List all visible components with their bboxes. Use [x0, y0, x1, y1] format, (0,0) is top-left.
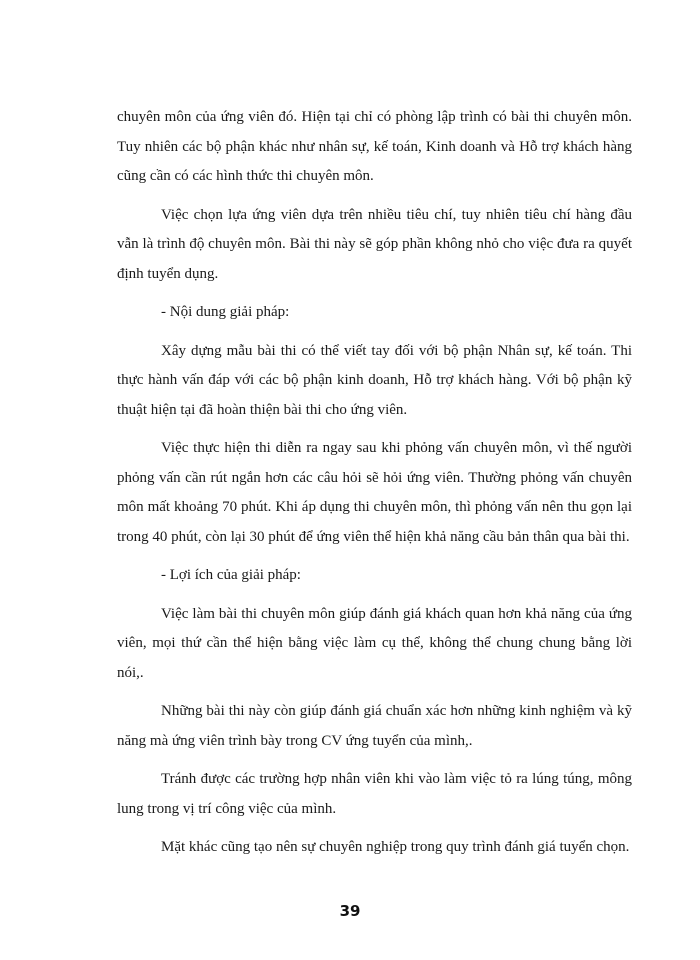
paragraph-continuation: chuyên môn của ứng viên đó. Hiện tại chỉ có phòng lập trình có bài thi chuyên môn. Tuy nhiên các bộ phận khác như nhân sự, kế toán, Kinh doanh và Hỗ trợ khách hàng cũng cần có các hình thức thi chuyên môn.: [117, 109, 632, 184]
paragraph-benefit-professionalism: Mặt khác cũng tạo nên sự chuyên nghiệp trong quy trình đánh giá tuyển chọn.: [161, 839, 630, 855]
page-number: 39: [339, 902, 361, 920]
paragraph-build-test: Xây dựng mẫu bài thi có thể viết tay đối với bộ phận Nhân sự, kế toán. Thi thực hành vấn đáp với các bộ phận kinh doanh, Hỗ trợ khách hàng. Với bộ phận kỹ thuật hiện tại đã hoàn thiện bài thi cho ứng viên.: [117, 342, 632, 418]
section-heading-solution-content: - Nội dung giải pháp:: [161, 304, 290, 320]
paragraph-benefit-accuracy: Những bài thi này còn giúp đánh giá chuẩn xác hơn những kinh nghiệm và kỹ năng mà ứng viên trình bày trong CV ứng tuyển của mình,.: [117, 703, 632, 749]
section-heading-solution-benefits: - Lợi ích của giải pháp:: [161, 567, 301, 583]
body-text: [117, 103, 632, 872]
paragraph-selection-criteria: Việc chọn lựa ứng viên dựa trên nhiều tiêu chí, tuy nhiên tiêu chí hàng đầu vẫn là trình độ chuyên môn. Bài thi này sẽ góp phần không nhỏ cho việc đưa ra quyết định tuyển dụng.: [117, 206, 632, 282]
paragraph-benefit-objective: Việc làm bài thi chuyên môn giúp đánh giá khách quan hơn khả năng của ứng viên, mọi thứ cần thể hiện bằng việc làm cụ thể, không thể chung chung bằng lời nói,.: [117, 605, 632, 681]
paragraph-test-timing: Việc thực hiện thi diễn ra ngay sau khi phỏng vấn chuyên môn, vì thế người phỏng vấn cần rút ngắn hơn các câu hỏi sẽ hỏi ứng viên. Thường phỏng vấn chuyên môn mất khoảng 70 phút. Khi áp dụng thi chuyên môn, thì phỏng vấn nên thu gọn lại trong 40 phút, còn lại 30 phút để ứng viên thể hiện khả năng cầu bản thân qua bài thi.: [117, 440, 632, 545]
paragraph-benefit-avoid-confusion: Tránh được các trường hợp nhân viên khi vào làm việc tỏ ra lúng túng, mông lung trong vị trí công việc của mình.: [117, 771, 632, 817]
